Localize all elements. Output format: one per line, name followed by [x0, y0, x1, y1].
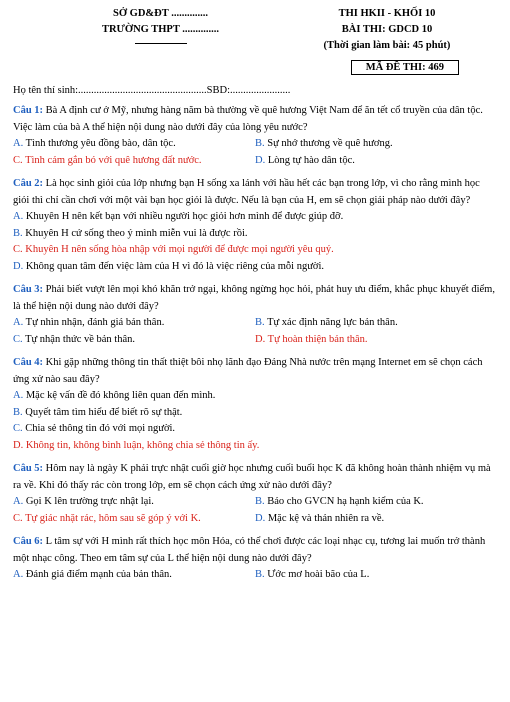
code-wrap — [13, 60, 497, 75]
option-text: Tự nhận thức về bản thân. — [25, 333, 136, 345]
options-row — [13, 315, 497, 332]
option-text: Tình cảm gắn bó với quê hương đất nước. — [25, 154, 202, 166]
option-d-answer — [13, 438, 497, 455]
question-text: Khi gặp những thông tin thất thiệt bôi nhọ lãnh đạo Đảng Nhà nước trên mạng Internet em sẽ chọn cách ứng xử nào sau đây? — [13, 357, 483, 385]
question-2 — [13, 175, 497, 209]
question-6 — [13, 533, 497, 567]
option-text: Tự xác định năng lực bản thân. — [267, 317, 398, 328]
header-left — [53, 6, 268, 54]
option-b — [255, 494, 497, 511]
option-c-answer — [13, 153, 255, 170]
option-d — [13, 259, 497, 276]
option-a — [13, 315, 255, 332]
option-letter: B. — [255, 317, 265, 328]
option-text: Khuyên H nên kết bạn với nhiều người học giỏi hơn mình để được giúp đỡ. — [25, 211, 344, 222]
option-text: Chia sẻ thông tin đó với mọi người. — [25, 423, 176, 434]
option-text: Không quan tâm đến việc làm của H vì đó là việc riêng của mỗi người. — [25, 260, 325, 272]
option-text: Gọi K lên trường trực nhật lại. — [25, 496, 154, 507]
option-text: Tình thương yêu đồng bào, dân tộc. — [25, 138, 176, 149]
option-d — [255, 153, 497, 170]
option-letter: D. — [255, 512, 266, 524]
option-d-answer — [255, 332, 497, 349]
exam-code-box: MÃ ĐỀ THI: 469 — [351, 60, 459, 75]
question-text: Phải biết vượt lên mọi khó khăn trở ngại, không ngừng học hỏi, phát huy ưu điểm, khắc phục khuyết điểm, là thể hiện nội dung nào dưới đây? — [13, 284, 495, 312]
option-letter: C. — [13, 512, 23, 524]
option-letter: C. — [13, 423, 23, 434]
option-text: Không tin, không bình luận, không chia sẻ thông tin ấy. — [25, 439, 260, 451]
option-text: Mặc kệ vấn đề đó không liên quan đến mình. — [25, 390, 216, 401]
question-5 — [13, 460, 497, 494]
option-letter: B. — [255, 569, 265, 580]
option-letter: A. — [13, 496, 24, 507]
option-a — [13, 567, 255, 584]
option-letter: C. — [13, 333, 23, 345]
option-c — [13, 421, 497, 438]
question-number: Câu 4: — [13, 357, 44, 368]
school-name: TRƯỜNG THPT .............. — [101, 24, 220, 35]
option-text: Sự nhớ thương về quê hương. — [267, 138, 393, 149]
option-c-answer — [13, 242, 497, 259]
question-text: L tâm sự với H mình rất thích học môn Hóa, có thể chơi được các loại nhạc cụ, tương lai muốn trở thành một nhạc công. Theo em tâm sự của L thể hiện nội dung nào dưới đây? — [13, 536, 486, 564]
options-row — [13, 511, 497, 528]
option-letter: C. — [13, 244, 23, 255]
exam-header — [13, 6, 497, 54]
dept-name: SỞ GD&ĐT .............. — [113, 8, 208, 19]
option-d — [255, 511, 497, 528]
option-letter: A. — [13, 211, 24, 222]
option-letter: A. — [13, 569, 24, 580]
exam-title: THI HKII - KHỐI 10 — [338, 8, 436, 19]
exam-time: (Thời gian làm bài: 45 phút) — [323, 40, 451, 51]
question-text: Bà A định cư ở Mỹ, nhưng hàng năm bà thường về quê hương Việt Nam để ăn tết cổ truyền của dân tộc. Việc làm của bà A thể hiện nội dung nào dưới đây của lòng yêu nước? — [13, 105, 483, 133]
option-a — [13, 209, 497, 226]
option-b — [255, 315, 497, 332]
options-row — [13, 494, 497, 511]
options-row — [13, 136, 497, 153]
options-row — [13, 567, 497, 584]
option-a — [13, 494, 255, 511]
option-text: Ước mơ hoài bão của L. — [267, 569, 370, 580]
option-text: Quyết tâm tìm hiểu để biết rõ sự thật. — [25, 406, 183, 418]
question-number: Câu 6: — [13, 536, 44, 547]
question-3 — [13, 281, 497, 315]
option-letter: B. — [13, 406, 23, 418]
question-1 — [13, 102, 497, 136]
option-letter: D. — [13, 260, 24, 272]
option-letter: D. — [255, 333, 266, 345]
option-letter: C. — [13, 154, 23, 166]
option-text: Đánh giá điểm mạnh của bản thân. — [25, 569, 172, 580]
exam-subject: BÀI THI: GDCD 10 — [341, 24, 433, 35]
header-rule — [135, 43, 187, 44]
option-letter: A. — [13, 390, 24, 401]
option-letter: D. — [255, 154, 266, 166]
option-letter: B. — [13, 227, 23, 239]
option-text: Khuyên H cứ sống theo ý mình miễn vui là được rồi. — [25, 227, 248, 239]
option-a — [13, 388, 497, 405]
question-number: Câu 1: — [13, 105, 44, 116]
option-letter: D. — [13, 439, 24, 451]
option-c-answer — [13, 511, 255, 528]
option-text: Tự nhìn nhận, đánh giá bản thân. — [25, 317, 165, 328]
option-letter: B. — [255, 138, 265, 149]
option-text: Lòng tự hào dân tộc. — [267, 154, 355, 166]
option-b — [255, 567, 497, 584]
student-info-line: Họ tên thí sinh:.................................................SBD:....................... — [13, 85, 291, 96]
options-row — [13, 153, 497, 170]
option-c — [13, 332, 255, 349]
question-number: Câu 3: — [13, 284, 44, 295]
question-text: Hôm nay là ngày K phải trực nhật cuối giờ học nhưng cuối buổi học K đã không hoàn thành nhiệm vụ mà ra về. Khi đó thấy rác còn trong lớp, em sẽ chọn cách ứng xử nào dưới đây? — [13, 463, 491, 491]
option-b — [13, 405, 497, 422]
header-right — [277, 6, 497, 54]
option-b — [13, 226, 497, 243]
option-b — [255, 136, 497, 153]
option-text: Tự giác nhặt rác, hôm sau sẽ góp ý với K. — [25, 512, 201, 524]
options-row — [13, 332, 497, 349]
option-text: Báo cho GVCN hạ hạnh kiểm của K. — [267, 496, 424, 507]
option-a — [13, 136, 255, 153]
option-text: Tự hoàn thiện bản thân. — [267, 333, 368, 345]
option-text: Khuyên H nên sống hòa nhập với mọi người để được mọi người yêu quý. — [25, 244, 334, 255]
question-number: Câu 2: — [13, 178, 44, 189]
option-letter: A. — [13, 317, 24, 328]
question-text: Là học sinh giỏi của lớp nhưng bạn H sống xa lánh với hầu hết các bạn trong lớp, vì cho rằng mình học giỏi thì chỉ cần chơi với một vài bạn học giỏi là được. Nếu là bạn của H, em sẽ chọn giải pháp nào dưới đây? — [13, 178, 480, 206]
option-letter: B. — [255, 496, 265, 507]
question-number: Câu 5: — [13, 463, 44, 474]
option-text: Mặc kệ và thản nhiên ra về. — [267, 512, 385, 524]
question-4 — [13, 354, 497, 388]
option-letter: A. — [13, 138, 24, 149]
